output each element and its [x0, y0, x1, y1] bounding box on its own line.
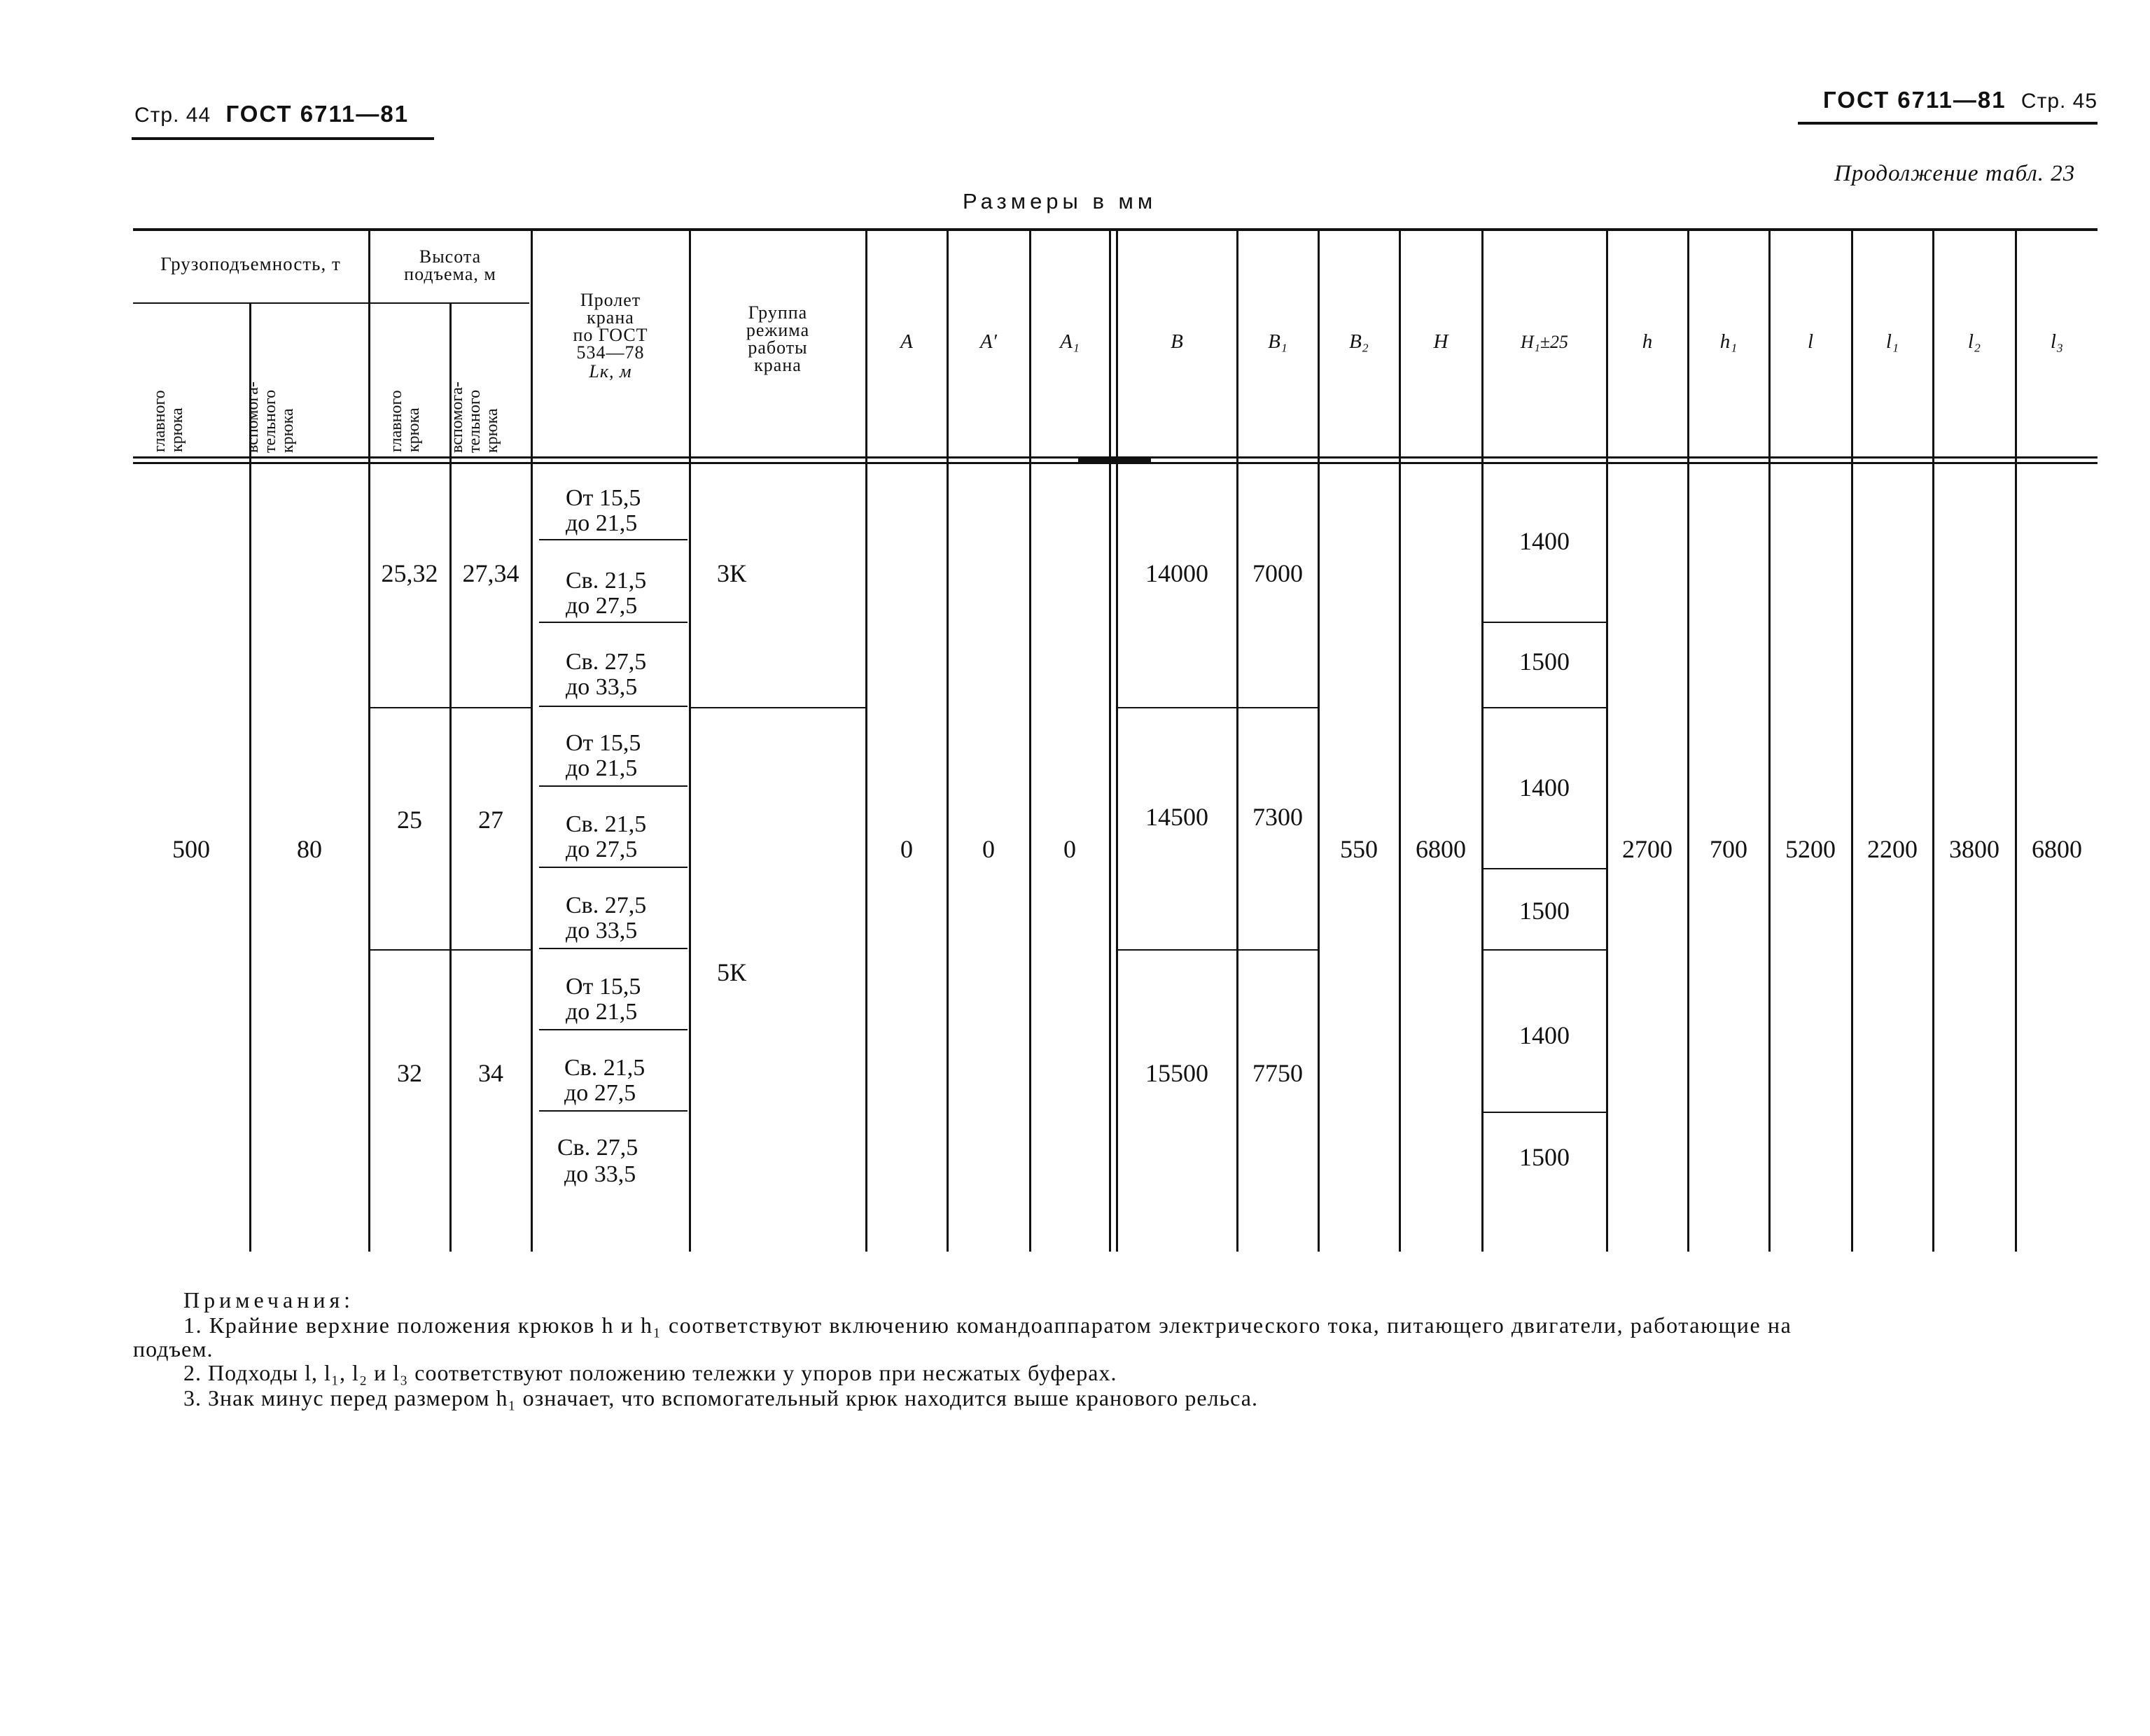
span-from: От 15,5 — [566, 730, 641, 756]
cell-B: 14500 — [1145, 803, 1208, 831]
span-to: до 27,5 — [566, 836, 638, 862]
col-rule — [947, 228, 949, 1252]
row-rule-span — [539, 539, 687, 540]
header-H: H — [1433, 330, 1449, 353]
span-to: до 21,5 — [566, 755, 638, 781]
span-to: до 33,5 — [566, 918, 638, 944]
cell-height-aux: 34 — [478, 1059, 503, 1087]
cell-h: 2700 — [1622, 835, 1673, 863]
row-rule-b — [1117, 707, 1318, 708]
col-rule — [2015, 228, 2017, 1252]
cell-A1: 0 — [1063, 835, 1076, 863]
header-B: B — [1171, 330, 1183, 353]
header-span-line: по ГОСТ — [573, 325, 648, 345]
cell-B: 15500 — [1145, 1059, 1208, 1087]
header-h1: h₁ — [1719, 330, 1738, 353]
span-from: Св. 27,5 — [557, 1135, 638, 1161]
right-header-rule — [1798, 122, 2097, 125]
note-2: 2. Подходы l, l₁, l₂ и l₃ соответствуют положению тележки у упоров при несжатых буферах. — [183, 1360, 1117, 1385]
span-from: От 15,5 — [566, 974, 641, 1000]
cell-mode: 3К — [716, 559, 746, 587]
cell-l1: 2200 — [1867, 835, 1918, 863]
span-from: Св. 21,5 — [564, 1055, 645, 1081]
col-rule — [1932, 228, 1934, 1252]
cell-H1: 1400 — [1519, 527, 1570, 555]
header-subrule — [133, 302, 529, 304]
row-rule-span — [539, 785, 687, 787]
col-rule — [1318, 228, 1320, 1252]
header-mode-line: Группа — [748, 302, 808, 323]
cell-mode: 5К — [716, 958, 746, 986]
span-from: Св. 21,5 — [566, 811, 647, 837]
row-rule-span — [539, 948, 687, 949]
row-rule-span — [539, 706, 687, 707]
header-h: h — [1642, 330, 1653, 353]
header-capacity-aux: вспомога- тельного крюка — [244, 382, 297, 453]
col-rule — [865, 228, 867, 1252]
row-rule-h1 — [1483, 622, 1606, 623]
right-page-number: Стр. 45 — [2020, 90, 2098, 113]
units-caption: Размеры в мм — [963, 189, 1157, 214]
span-to: до 33,5 — [566, 674, 638, 700]
col-rule — [1687, 228, 1689, 1252]
header-A: A — [900, 330, 913, 353]
header-B2: B₂ — [1349, 330, 1369, 353]
cell-height-main: 25,32 — [381, 559, 438, 587]
header-span-line: Lк, м — [589, 361, 632, 382]
row-rule-span — [539, 1029, 687, 1030]
cell-B1: 7300 — [1252, 803, 1303, 831]
cell-A: 0 — [900, 835, 913, 863]
header-height: Высота подъема, м — [404, 246, 496, 284]
col-rule — [1481, 228, 1484, 1252]
span-to: до 27,5 — [564, 1080, 636, 1106]
cell-H1: 1500 — [1519, 897, 1570, 925]
cell-B1: 7750 — [1252, 1059, 1303, 1087]
col-rule — [1236, 228, 1238, 1252]
row-rule-h1 — [1483, 1112, 1606, 1113]
cell-H1: 1500 — [1519, 1143, 1570, 1171]
note-3: 3. Знак минус перед размером h₁ означает, что вспомогательный крюк находится выше кранового рельса. — [183, 1385, 1258, 1410]
col-rule — [1399, 228, 1401, 1252]
span-from: Св. 21,5 — [566, 568, 647, 594]
cell-B2: 550 — [1340, 835, 1378, 863]
header-l2: l₂ — [1967, 330, 1981, 353]
cell-A-prime: 0 — [982, 835, 995, 863]
row-rule-span — [539, 867, 687, 868]
header-span-line: 534—78 — [576, 342, 645, 363]
col-rule — [1606, 228, 1608, 1252]
header-B1: B₁ — [1268, 330, 1287, 353]
cell-height-main: 25 — [397, 806, 422, 834]
right-standard-code: ГОСТ 6711—81 — [1823, 87, 2006, 113]
cell-H1: 1400 — [1519, 774, 1570, 802]
row-rule-span — [539, 622, 687, 623]
header-span-line: крана — [587, 307, 634, 328]
col-rule — [1029, 228, 1031, 1252]
row-rule-h1 — [1483, 868, 1606, 869]
span-to: до 33,5 — [564, 1161, 636, 1187]
cell-H: 6800 — [1416, 835, 1466, 863]
cell-l: 5200 — [1785, 835, 1836, 863]
left-standard-code: ГОСТ 6711—81 — [225, 101, 410, 127]
cell-height-main: 32 — [397, 1059, 422, 1087]
row-rule-b — [1117, 949, 1318, 951]
col-rule — [1109, 228, 1111, 1252]
header-capacity: Грузоподъемность, т — [160, 253, 341, 274]
note-1: 1. Крайние верхние положения крюков h и h₁ соответствуют включению командоаппаратом электрического тока, питающего двигатели, работающие на — [183, 1312, 1792, 1338]
row-rule-height — [370, 949, 531, 951]
span-to: до 21,5 — [566, 510, 638, 536]
header-mode-line: режима — [746, 320, 810, 340]
notes-title: Примечания: — [183, 1287, 355, 1312]
span-to: до 21,5 — [566, 999, 638, 1025]
cell-B: 14000 — [1145, 559, 1208, 587]
cell-capacity-main: 500 — [172, 835, 210, 863]
header-l1: l₁ — [1885, 330, 1899, 353]
header-mode-line: работы — [748, 337, 808, 358]
span-to: до 27,5 — [566, 593, 638, 619]
header-height-aux: вспомога- тельного крюка — [448, 382, 501, 453]
cell-H1: 1500 — [1519, 648, 1570, 676]
left-header-rule — [132, 137, 434, 140]
span-from: Св. 27,5 — [566, 649, 647, 675]
cell-l3: 6800 — [2032, 835, 2082, 863]
header-A-prime: A′ — [979, 330, 998, 353]
header-capacity-main: главного крюка — [151, 390, 186, 452]
row-rule-h1 — [1483, 949, 1606, 951]
cell-l2: 3800 — [1949, 835, 1999, 863]
cell-B1: 7000 — [1252, 559, 1303, 587]
row-rule-height — [370, 707, 531, 708]
header-l3: l₃ — [2050, 330, 2064, 353]
table-continuation-caption: Продолжение табл. 23 — [1834, 161, 2076, 186]
cell-h1: 700 — [1710, 835, 1747, 863]
header-H1: H₁±25 — [1520, 332, 1569, 352]
span-from: От 15,5 — [566, 485, 641, 511]
header-mode-line: крана — [754, 355, 802, 375]
col-rule — [1116, 228, 1118, 1252]
cell-capacity-aux: 80 — [297, 835, 322, 863]
row-rule-span — [539, 1110, 687, 1112]
col-rule — [689, 228, 691, 1252]
cell-height-aux: 27 — [478, 806, 503, 834]
header-span-line: Пролет — [580, 290, 641, 310]
header-l: l — [1807, 330, 1814, 353]
right-page-header — [1823, 87, 2097, 113]
span-from: Св. 27,5 — [566, 892, 647, 918]
col-rule — [1768, 228, 1771, 1252]
cell-H1: 1400 — [1519, 1021, 1570, 1049]
header-height-main: главного крюка — [387, 390, 423, 452]
col-rule — [1851, 228, 1853, 1252]
cell-height-aux: 27,34 — [462, 559, 519, 587]
note-1-continued: подъем. — [133, 1336, 214, 1362]
left-page-header — [134, 101, 409, 127]
left-page-number: Стр. 44 — [134, 104, 211, 127]
col-rule — [531, 228, 533, 1252]
col-rule — [368, 228, 370, 1252]
table-top-rule — [133, 228, 2097, 231]
header-A1: A₁ — [1060, 330, 1080, 353]
row-rule-h1 — [1483, 707, 1606, 708]
row-rule-mode — [690, 707, 865, 708]
rule-mark — [1078, 456, 1151, 464]
